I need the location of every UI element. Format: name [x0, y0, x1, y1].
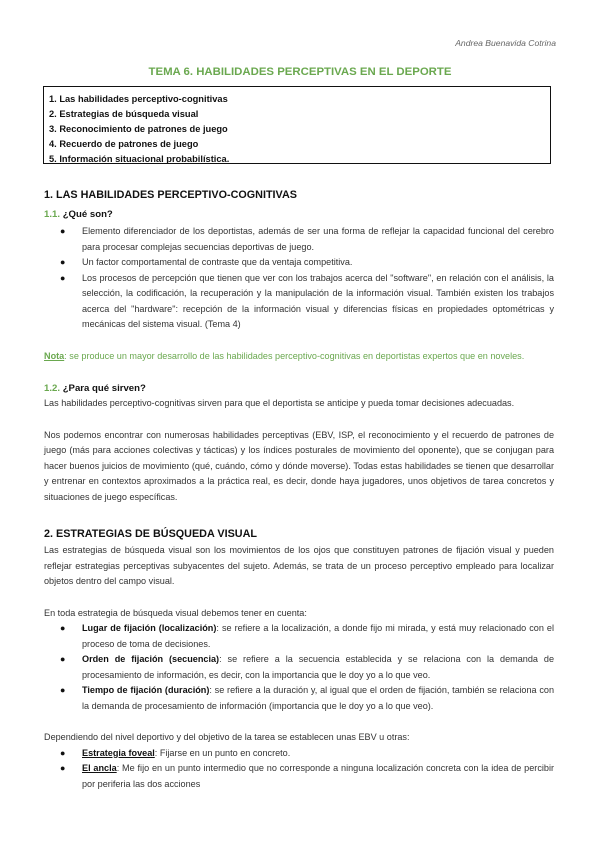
list-item: ● Orden de fijación (secuencia): se refiere a la secuencia establecida y se relaciona con la demanda de procesamiento de información, es decir, con la importancia que le doy yo a lo que veo.	[60, 654, 555, 680]
paragraph: En toda estrategia de búsqueda visual debemos tener en cuenta:	[44, 607, 307, 618]
document-title: TEMA 6. HABILIDADES PERCEPTIVAS EN EL DEPORTE	[148, 66, 452, 78]
bullet-icon: ●	[60, 763, 66, 773]
paragraph: Nos podemos encontrar con numerosas habilidades perceptivas (EBV, ISP, el reconocimiento y el recuerdo de patrones de juego (más para acciones colectivas y tácticas) y los índices posturales de movimiento del oponente), que se conjugan para hacer buenos juicios de movimiento (qué, cuándo, cómo y dónde moverse). Todas estas habilidades se tienen que desarrollar y entrenar en contextos aproximados a la práctica real, es decir, donde haya jugadores, unos objetivos de tarea concretos y situaciones de juego específicas.	[44, 429, 554, 502]
subsection-1-1-heading	[44, 208, 554, 222]
toc-item: 3. Reconocimiento de patrones de juego	[49, 124, 228, 134]
list-item: ● El ancla: Me fijo en un punto intermedio que no corresponde a ninguna localización concreta con la idea de percibir por periferia las dos acciones	[60, 763, 554, 789]
toc-item: 2. Estrategias de búsqueda visual	[49, 109, 199, 119]
section-2-heading: 2. ESTRATEGIAS DE BÚSQUEDA VISUAL	[44, 528, 257, 540]
table-of-contents	[43, 86, 551, 164]
paragraph: Dependiendo del nivel deportivo y del objetivo de la tarea se establecen unas EBV u otras:	[44, 732, 410, 742]
note-label: Nota	[44, 350, 65, 361]
bullet-icon: ●	[60, 685, 66, 695]
subsection-1-2-heading	[44, 382, 554, 396]
list-item: ● Un factor comportamental de contraste que da ventaja competitiva.	[44, 255, 554, 271]
fixation-parameters-list	[44, 621, 554, 714]
list-item: ● Elemento diferenciador de los deportistas, además de ser una forma de reflejar la capacidad funcional del cerebro para procesar complejas secuencias deportivas de juego.	[60, 226, 554, 252]
note-paragraph	[44, 349, 554, 365]
paragraph: Las habilidades perceptivo-cognitivas sirven para que el deportista se anticipe y pueda tomar decisiones adecuadas.	[44, 398, 515, 408]
note-text: : se produce un mayor desarrollo de las habilidades perceptivo-cognitivas en deportistas expertos que en noveles.	[64, 350, 525, 361]
section-1-heading: 1. LAS HABILIDADES PERCEPTIVO-COGNITIVAS	[44, 189, 297, 201]
author-name: Andrea Buenavida Cotrina	[455, 38, 556, 48]
toc-item: 4. Recuerdo de patrones de juego	[49, 139, 199, 149]
list-item: ● Tiempo de fijación (duración): se refiere a la duración y, al igual que el orden de fijación, también se relaciona con la demanda de procesamiento de información (importancia que le doy yo a lo que veo).	[60, 685, 554, 711]
paragraph: Las estrategias de búsqueda visual son los movimientos de los ojos que constituyen patrones de fijación visual y pueden reflejar estrategias perceptivas subyacentes del sujeto. Además, se trata de un proceso perceptivo empleado para localizar objetos dentro del campo visual.	[44, 545, 554, 586]
strategy-types-list	[44, 746, 554, 793]
bullet-icon: ●	[60, 654, 66, 664]
toc-item: 1. Las habilidades perceptivo-cognitivas	[49, 94, 228, 104]
list-item: ● Los procesos de percepción que tienen que ver con los trabajos acerca del "software", en relación con el análisis, la selección, la codificación, la recuperación y la manipulación de la información visual. También existen los trabajos acerca del "hardware": recepción de la información visual y diferencias físicas en propiedades optométricas y mecánicas del sistema visual. (Tema 4)	[60, 272, 554, 329]
toc-item: 5. Información situacional probabilística.	[49, 154, 230, 164]
document-body	[44, 188, 554, 792]
subsection-title: ¿Para qué sirven?	[62, 383, 146, 394]
definition-list	[44, 224, 554, 333]
bullet-icon: ●	[60, 257, 66, 267]
subsection-title: ¿Qué son?	[62, 209, 113, 220]
list-item: ● Lugar de fijación (localización): se refiere a la localización, a donde fijo mi mirada, y está muy relacionado con el proceso de toma de decisiones.	[60, 623, 554, 649]
bullet-icon: ●	[60, 747, 66, 758]
bullet-icon: ●	[60, 226, 66, 236]
subsection-number: 1.2.	[44, 383, 61, 394]
list-item: ● Estrategia foveal: Fijarse en un punto en concreto.	[44, 746, 554, 762]
bullet-icon: ●	[60, 272, 66, 283]
subsection-number: 1.1.	[44, 209, 61, 220]
bullet-icon: ●	[60, 623, 66, 633]
